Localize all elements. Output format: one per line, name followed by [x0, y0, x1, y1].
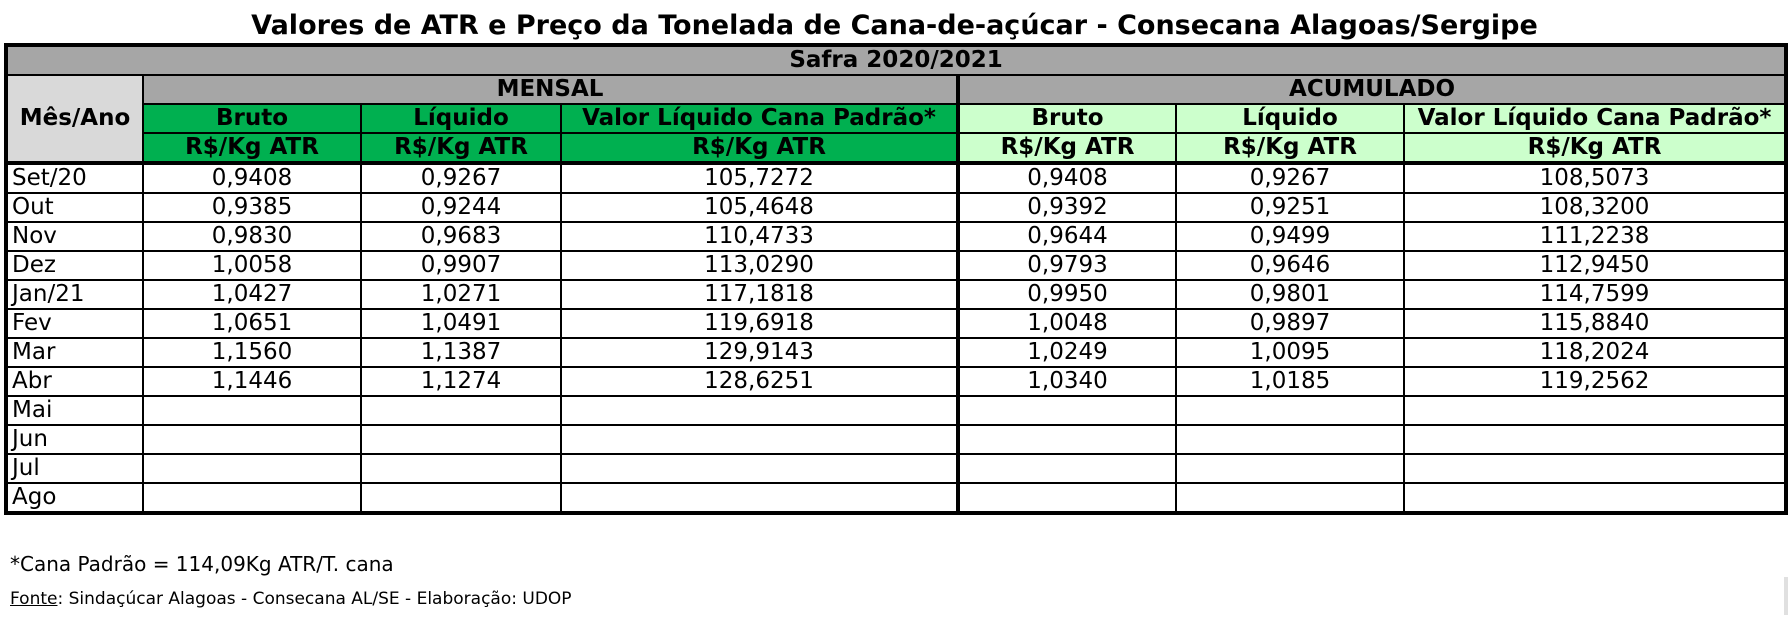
value-cell-mensal-cana-padrao: 105,7272: [561, 163, 958, 193]
unit-header-acumulado-cana-padrao: R$/Kg ATR: [1404, 133, 1786, 163]
table-row: [6, 425, 1786, 454]
value-cell-mensal-cana-padrao: 113,0290: [561, 251, 958, 280]
value-cell-acumulado-liquido: [1176, 425, 1404, 454]
value-cell-mensal-cana-padrao: 105,4648: [561, 193, 958, 222]
table-row: [6, 280, 1786, 309]
table-row: [6, 483, 1786, 513]
value-cell-mensal-bruto: 1,0427: [143, 280, 361, 309]
source-text: : Sindaçúcar Alagoas - Consecana AL/SE - Elaboração: UDOP: [57, 589, 572, 609]
value-cell-mensal-bruto: 1,0651: [143, 309, 361, 338]
value-cell-acumulado-bruto: [958, 425, 1176, 454]
value-cell-acumulado-bruto: [958, 454, 1176, 483]
value-cell-mensal-liquido: 1,0271: [361, 280, 561, 309]
value-cell-acumulado-bruto: 0,9408: [958, 163, 1176, 193]
value-cell-acumulado-cana-padrao: 108,5073: [1404, 163, 1786, 193]
value-cell-mensal-bruto: 1,1446: [143, 367, 361, 396]
value-cell-acumulado-bruto: 1,0048: [958, 309, 1176, 338]
col-header-mensal-liquido: Líquido: [361, 104, 561, 133]
value-cell-acumulado-liquido: 0,9897: [1176, 309, 1404, 338]
value-cell-acumulado-cana-padrao: [1404, 483, 1786, 513]
unit-header-mensal-bruto: R$/Kg ATR: [143, 133, 361, 163]
month-cell: Out: [6, 193, 143, 222]
value-cell-acumulado-bruto: 1,0340: [958, 367, 1176, 396]
footnote: *Cana Padrão = 114,09Kg ATR/T. cana: [10, 552, 394, 576]
value-cell-acumulado-bruto: [958, 396, 1176, 425]
month-cell: Mai: [6, 396, 143, 425]
value-cell-mensal-liquido: 1,0491: [361, 309, 561, 338]
month-cell: Jul: [6, 454, 143, 483]
value-cell-mensal-liquido: [361, 483, 561, 513]
value-cell-acumulado-bruto: 0,9644: [958, 222, 1176, 251]
value-cell-mensal-liquido: 1,1387: [361, 338, 561, 367]
value-cell-acumulado-cana-padrao: 115,8840: [1404, 309, 1786, 338]
col-header-mensal-cana-padrao: Valor Líquido Cana Padrão*: [561, 104, 958, 133]
month-cell: Abr: [6, 367, 143, 396]
value-cell-mensal-bruto: 0,9408: [143, 163, 361, 193]
value-cell-mensal-cana-padrao: 110,4733: [561, 222, 958, 251]
value-cell-acumulado-cana-padrao: 114,7599: [1404, 280, 1786, 309]
value-cell-acumulado-liquido: 0,9499: [1176, 222, 1404, 251]
value-cell-mensal-cana-padrao: [561, 483, 958, 513]
value-cell-mensal-bruto: [143, 454, 361, 483]
table-row: [6, 163, 1786, 193]
value-cell-mensal-cana-padrao: 117,1818: [561, 280, 958, 309]
table-row: [6, 367, 1786, 396]
source-label: Fonte: [10, 589, 58, 609]
value-cell-acumulado-liquido: 1,0095: [1176, 338, 1404, 367]
value-cell-mensal-liquido: 0,9244: [361, 193, 561, 222]
value-cell-acumulado-cana-padrao: 118,2024: [1404, 338, 1786, 367]
value-cell-mensal-liquido: 0,9267: [361, 163, 561, 193]
value-cell-acumulado-bruto: 0,9392: [958, 193, 1176, 222]
unit-header-mensal-cana-padrao: R$/Kg ATR: [561, 133, 958, 163]
table-row: [6, 454, 1786, 483]
table-row: [6, 338, 1786, 367]
value-cell-mensal-bruto: [143, 425, 361, 454]
value-cell-acumulado-bruto: [958, 483, 1176, 513]
atr-price-table: [4, 43, 1788, 515]
month-cell: Nov: [6, 222, 143, 251]
table-body: [6, 163, 1786, 513]
value-cell-mensal-cana-padrao: 129,9143: [561, 338, 958, 367]
value-cell-acumulado-liquido: [1176, 454, 1404, 483]
value-cell-acumulado-liquido: [1176, 483, 1404, 513]
month-cell: Ago: [6, 483, 143, 513]
value-cell-mensal-liquido: [361, 425, 561, 454]
col-header-mensal-bruto: Bruto: [143, 104, 361, 133]
value-cell-acumulado-cana-padrao: [1404, 454, 1786, 483]
col-header-acumulado-cana-padrao: Valor Líquido Cana Padrão*: [1404, 104, 1786, 133]
value-cell-mensal-bruto: 1,1560: [143, 338, 361, 367]
value-cell-mensal-cana-padrao: [561, 396, 958, 425]
table-row: [6, 222, 1786, 251]
value-cell-acumulado-cana-padrao: 119,2562: [1404, 367, 1786, 396]
value-cell-mensal-cana-padrao: [561, 454, 958, 483]
value-cell-mensal-liquido: [361, 454, 561, 483]
value-cell-mensal-bruto: 0,9385: [143, 193, 361, 222]
mes-ano-header: Mês/Ano: [6, 75, 143, 163]
value-cell-acumulado-bruto: 0,9793: [958, 251, 1176, 280]
value-cell-mensal-liquido: 1,1274: [361, 367, 561, 396]
col-header-acumulado-bruto: Bruto: [958, 104, 1176, 133]
value-cell-mensal-cana-padrao: [561, 425, 958, 454]
month-cell: Fev: [6, 309, 143, 338]
value-cell-acumulado-liquido: 0,9646: [1176, 251, 1404, 280]
value-cell-mensal-cana-padrao: 119,6918: [561, 309, 958, 338]
month-cell: Jan/21: [6, 280, 143, 309]
value-cell-acumulado-cana-padrao: [1404, 425, 1786, 454]
table-row: [6, 396, 1786, 425]
value-cell-mensal-bruto: [143, 396, 361, 425]
table-row: [6, 251, 1786, 280]
value-cell-acumulado-liquido: 1,0185: [1176, 367, 1404, 396]
scrollbar-handle[interactable]: [1784, 577, 1788, 615]
table-row: [6, 309, 1786, 338]
value-cell-mensal-bruto: 1,0058: [143, 251, 361, 280]
value-cell-acumulado-bruto: 0,9950: [958, 280, 1176, 309]
value-cell-mensal-bruto: 0,9830: [143, 222, 361, 251]
col-header-acumulado-liquido: Líquido: [1176, 104, 1404, 133]
month-cell: Set/20: [6, 163, 143, 193]
value-cell-acumulado-liquido: 0,9801: [1176, 280, 1404, 309]
value-cell-mensal-bruto: [143, 483, 361, 513]
value-cell-acumulado-liquido: [1176, 396, 1404, 425]
value-cell-mensal-liquido: 0,9683: [361, 222, 561, 251]
value-cell-acumulado-cana-padrao: 112,9450: [1404, 251, 1786, 280]
acumulado-group-header: ACUMULADO: [958, 75, 1786, 104]
safra-header: Safra 2020/2021: [6, 45, 1786, 75]
value-cell-acumulado-liquido: 0,9267: [1176, 163, 1404, 193]
unit-header-acumulado-bruto: R$/Kg ATR: [958, 133, 1176, 163]
value-cell-mensal-liquido: 0,9907: [361, 251, 561, 280]
value-cell-acumulado-bruto: 1,0249: [958, 338, 1176, 367]
value-cell-acumulado-cana-padrao: 111,2238: [1404, 222, 1786, 251]
unit-header-mensal-liquido: R$/Kg ATR: [361, 133, 561, 163]
value-cell-acumulado-liquido: 0,9251: [1176, 193, 1404, 222]
value-cell-acumulado-cana-padrao: [1404, 396, 1786, 425]
source-line: [10, 588, 572, 610]
value-cell-mensal-liquido: [361, 396, 561, 425]
month-cell: Dez: [6, 251, 143, 280]
table-row: [6, 193, 1786, 222]
unit-header-acumulado-liquido: R$/Kg ATR: [1176, 133, 1404, 163]
month-cell: Mar: [6, 338, 143, 367]
month-cell: Jun: [6, 425, 143, 454]
value-cell-acumulado-cana-padrao: 108,3200: [1404, 193, 1786, 222]
value-cell-mensal-cana-padrao: 128,6251: [561, 367, 958, 396]
mensal-group-header: MENSAL: [143, 75, 958, 104]
page-title: Valores de ATR e Preço da Tonelada de Cana-de-açúcar - Consecana Alagoas/Sergipe: [251, 10, 1538, 41]
